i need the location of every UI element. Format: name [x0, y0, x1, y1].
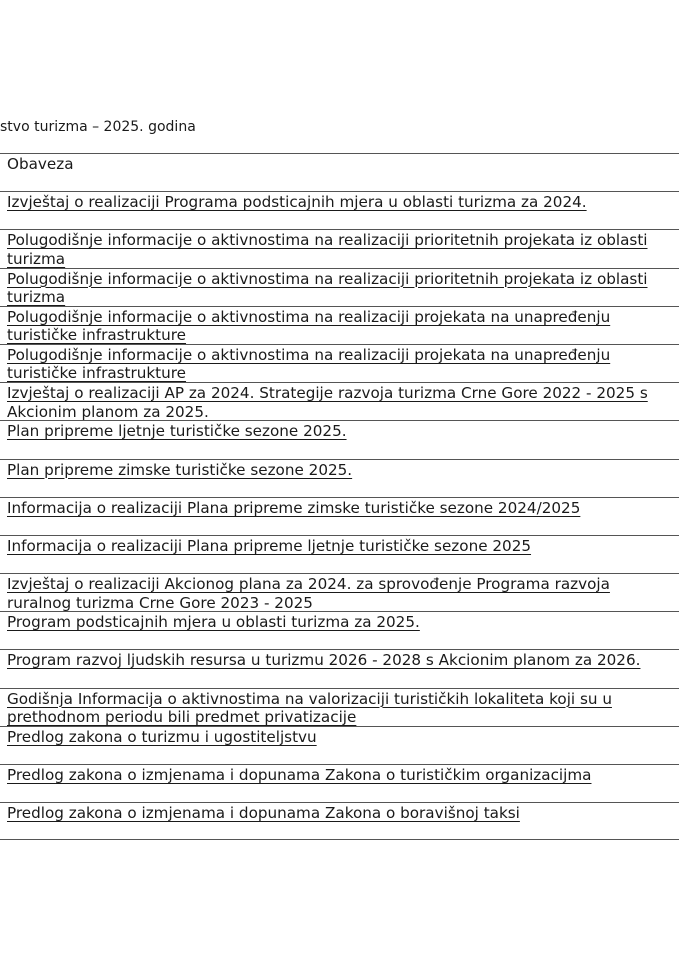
- table-row: [0, 611, 679, 649]
- row-link[interactable]: Izvještaj o realizaciji Akcionog plana za 2024. za sprovođenje Programa razvoja ruralnog turizma Crne Gore 2023 - 2025: [7, 575, 610, 612]
- row-link[interactable]: Izvještaj o realizaciji AP za 2024. Strategije razvoja turizma Crne Gore 2022 - 2025 s Akcionim planom za 2025.: [7, 384, 648, 421]
- row-link[interactable]: Polugodišnje informacije o aktivnostima na realizaciji projekata na unapređenju turističke infrastrukture: [7, 345, 611, 383]
- row-link[interactable]: Izvještaj o realizaciji Programa podsticajnih mjera u oblasti turizma za 2024.: [7, 193, 587, 212]
- table-row: [0, 535, 679, 573]
- table-row: [0, 726, 679, 764]
- table-row: [0, 306, 679, 344]
- table-row: [0, 459, 679, 497]
- row-link[interactable]: Program razvoj ljudskih resursa u turizmu 2026 - 2028 s Akcionim planom za 2026.: [7, 651, 641, 670]
- table-header: [0, 153, 679, 191]
- table-row: [0, 382, 679, 420]
- row-link[interactable]: Polugodišnje informacije o aktivnostima na realizaciji prioritetnih projekata iz oblasti turizma: [7, 231, 648, 268]
- column-header-obaveza: Obaveza: [7, 155, 74, 173]
- row-link[interactable]: Plan pripreme ljetnje turističke sezone 2025.: [7, 422, 347, 441]
- table-row: [0, 688, 679, 726]
- row-link[interactable]: Informacija o realizaciji Plana pripreme ljetnje turističke sezone 2025: [7, 536, 532, 555]
- row-link[interactable]: Godišnja Informacija o aktivnostima na valorizaciji turističkih lokaliteta koji su u prethodnom periodu bili predmet privatizacije: [7, 689, 612, 726]
- row-link[interactable]: Plan pripreme zimske turističke sezone 2025.: [7, 460, 353, 479]
- table-row: [0, 420, 679, 458]
- row-link[interactable]: Program podsticajnih mjera u oblasti turizma za 2025.: [7, 613, 420, 632]
- row-link[interactable]: Polugodišnje informacije o aktivnostima na realizaciji prioritetnih projekata iz oblasti turizma: [7, 269, 648, 306]
- table-row: [0, 191, 679, 229]
- row-link[interactable]: Polugodišnje informacije o aktivnostima na realizaciji projekata na unapređenju turističke infrastrukture: [7, 307, 611, 344]
- obligations-table: [0, 153, 679, 840]
- table-row: [0, 802, 679, 840]
- table-row: [0, 229, 679, 267]
- table-row: [0, 764, 679, 802]
- row-link[interactable]: Predlog zakona o izmjenama i dopunama Zakona o boravišnoj taksi: [7, 804, 520, 823]
- table-row: [0, 497, 679, 535]
- row-link[interactable]: Informacija o realizaciji Plana pripreme zimske turističke sezone 2024/2025: [7, 498, 581, 517]
- page-heading: stvo turizma – 2025. godina: [0, 119, 196, 135]
- table-row: [0, 268, 679, 306]
- row-link[interactable]: Predlog zakona o turizmu i ugostiteljstvu: [7, 727, 317, 746]
- row-link[interactable]: Predlog zakona o izmjenama i dopunama Zakona o turističkim organizacijma: [7, 766, 592, 784]
- table-row: [0, 573, 679, 611]
- table-row: [0, 344, 679, 382]
- table-row: [0, 649, 679, 687]
